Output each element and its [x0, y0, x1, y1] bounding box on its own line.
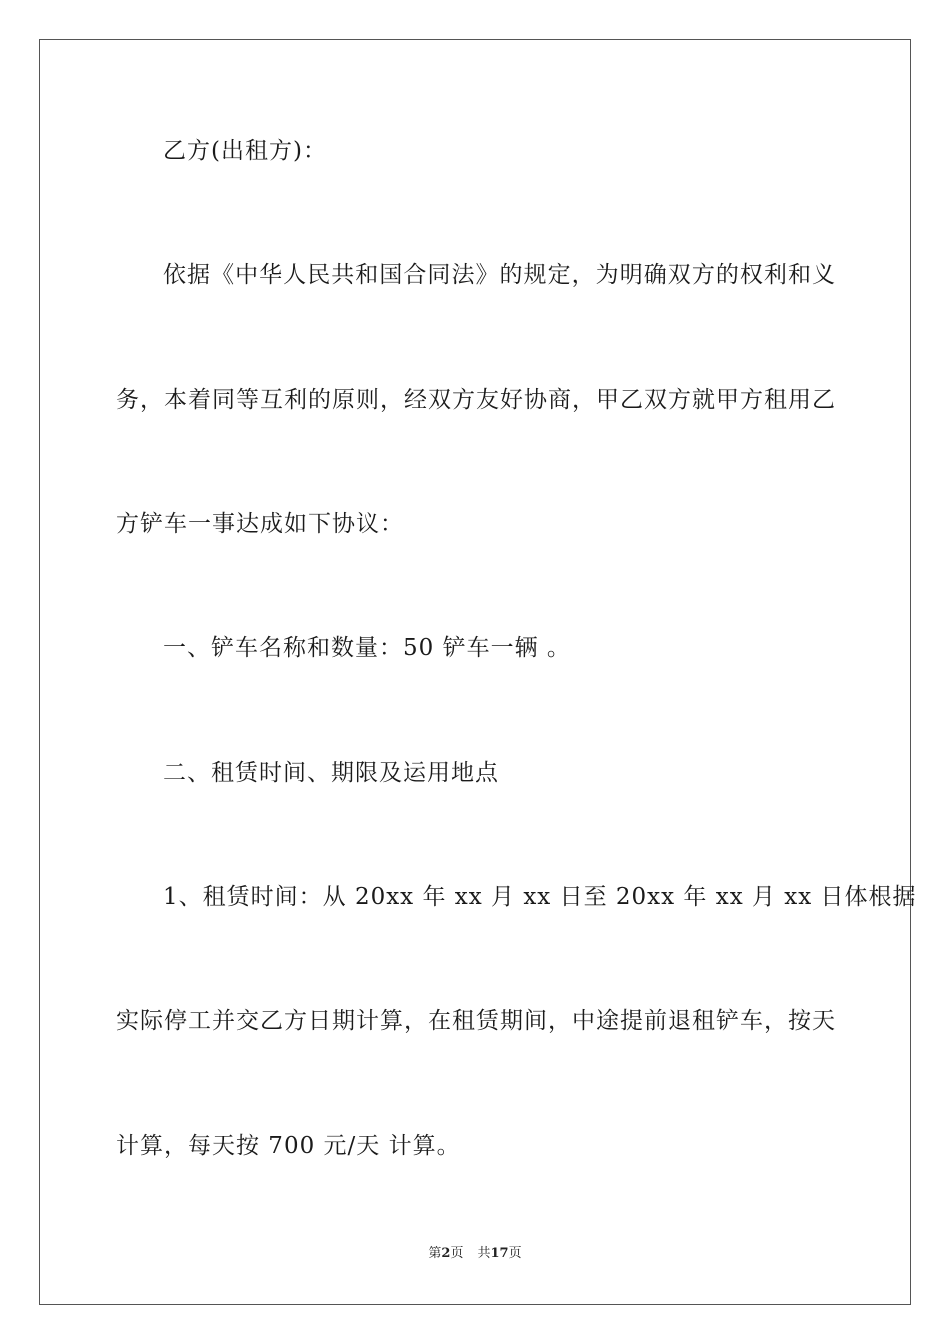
clause-2-heading: 二、租赁时间、期限及运用地点 [163, 760, 499, 786]
current-page-number: 2 [441, 1246, 451, 1261]
page-footer [0, 1245, 950, 1263]
total-prefix: 共 [477, 1246, 491, 1261]
paragraph-line-1: 依据《中华人民共和国合同法》的规定，为明确双方的权利和义 [163, 262, 836, 288]
lease-term-line-1: 1、租赁时间：从 20xx 年 xx 月 xx 日至 20xx 年 xx 月 xx 日体根据 [163, 884, 917, 910]
page-prefix: 第 [428, 1246, 442, 1261]
paragraph-line-2: 务，本着同等互利的原则，经双方友好协商，甲乙双方就甲方租用乙 [116, 387, 836, 413]
lease-term-line-3: 计算，每天按 700 元/天 计算。 [116, 1133, 461, 1159]
page-border [39, 39, 917, 1305]
page-unit: 页 [450, 1246, 464, 1261]
lease-term-line-2: 实际停工并交乙方日期计算，在租赁期间，中途提前退租铲车，按天 [116, 1008, 836, 1034]
total-unit: 页 [508, 1246, 522, 1261]
party-b-label: 乙方(出租方)： [163, 138, 327, 164]
total-page-number: 17 [490, 1246, 509, 1261]
paragraph-line-3: 方铲车一事达成如下协议： [116, 511, 404, 537]
clause-1-heading: 一、铲车名称和数量：50 铲车一辆 。 [163, 635, 571, 661]
